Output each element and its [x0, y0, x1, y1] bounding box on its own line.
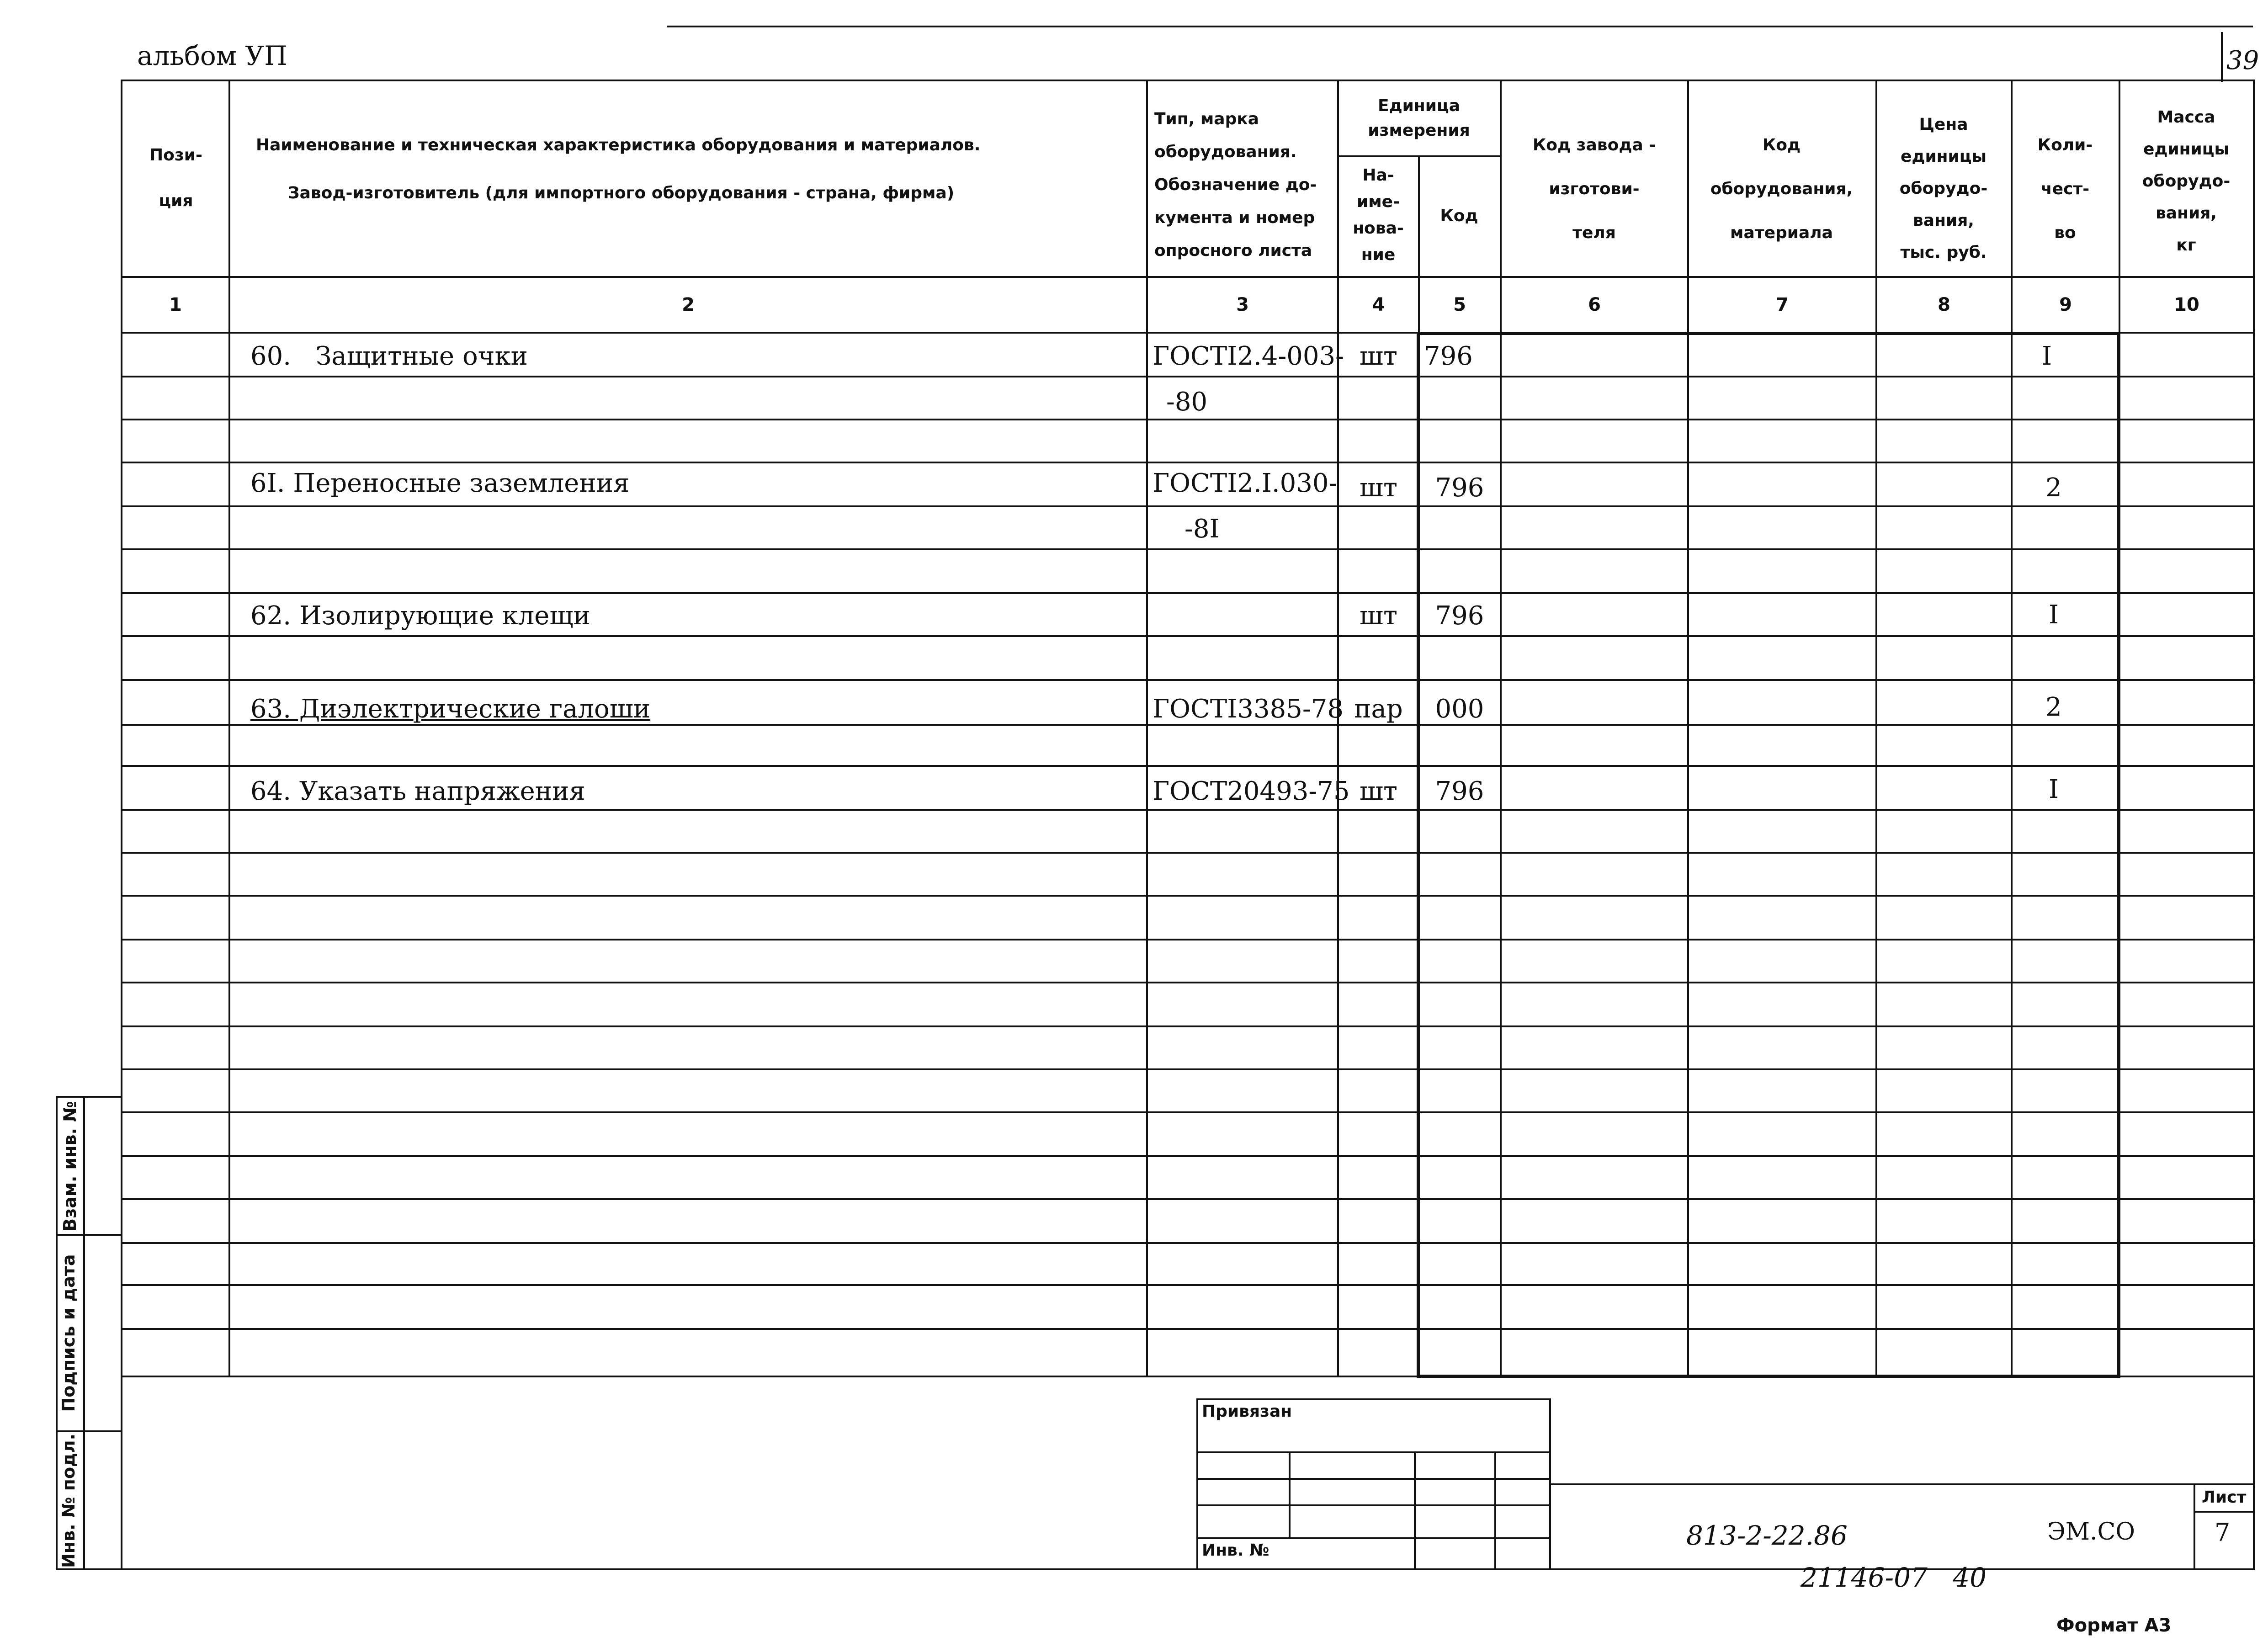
- row-63-type: ГОСТI3385-78: [1153, 694, 1344, 724]
- header-unit: Единица измерения: [1368, 96, 1470, 140]
- side-label-inv-podl: Инв. № подл.: [58, 1433, 79, 1568]
- row-64-qty: I: [2048, 775, 2059, 804]
- row-60-type: ГОСТI2.4-003-: [1153, 341, 1344, 371]
- stamp-inv-no: Инв. №: [1202, 1541, 1269, 1560]
- header-type: Тип, марка оборудования. Обозначение до- кумента и номер опросного листа: [1154, 110, 1317, 260]
- stamp-privyazan: Привязан: [1202, 1402, 1292, 1421]
- table-row-line: [121, 895, 2255, 897]
- stamp-sheet-label: Лист: [2202, 1488, 2247, 1507]
- table-row-line: [121, 679, 2255, 681]
- header-unit-name: На- име- нова- ние: [1353, 166, 1404, 264]
- row-61-type: ГОСТI2.I.030-: [1153, 468, 1338, 498]
- table-row-line: [121, 1284, 2255, 1286]
- col-num-1: 1: [169, 294, 182, 315]
- header-mass: Масса единицы оборудо- вания, кг: [2142, 108, 2231, 255]
- table-row-line: [121, 724, 2255, 726]
- header-name-line2: Завод-изготовитель (для импортного оборудования - страна, фирма): [288, 184, 955, 202]
- row-61-unit: шт: [1359, 473, 1398, 503]
- table-row-line: [121, 765, 2255, 767]
- stamp-doc-mark: ЭМ.СО: [2047, 1518, 2135, 1546]
- row-62-code: 796: [1435, 601, 1484, 631]
- row-63-code: 000: [1435, 694, 1484, 724]
- table-row-line: [121, 462, 2255, 463]
- table-row-line: [121, 635, 2255, 637]
- side-label-vzam: Взам. инв. №: [60, 1101, 80, 1232]
- row-62-qty: I: [2048, 600, 2059, 630]
- row-62-unit: шт: [1359, 601, 1398, 631]
- col-num-10: 10: [2174, 294, 2199, 315]
- col-num-9: 9: [2059, 294, 2072, 315]
- table-row-line: [121, 1111, 2255, 1113]
- table-row-line: [121, 592, 2255, 594]
- row-60-code: 796: [1424, 341, 1473, 371]
- col-num-7: 7: [1776, 294, 1789, 315]
- col-num-8: 8: [1938, 294, 1950, 315]
- table-row-line: [121, 852, 2255, 854]
- row-64-code: 796: [1435, 776, 1484, 806]
- col-num-2: 2: [682, 294, 695, 315]
- row-63-qty: 2: [2045, 692, 2062, 722]
- header-qty: Коли- чест- во: [2037, 136, 2093, 242]
- header-position: Пози- ция: [149, 146, 202, 210]
- row-63-name: 63. Диэлектрические галоши: [250, 694, 651, 724]
- row-61-code: 796: [1435, 473, 1484, 503]
- table-row-line: [121, 1242, 2255, 1244]
- row-62-name: 62. Изолирующие клещи: [250, 601, 590, 631]
- table-row-line: [121, 939, 2255, 940]
- format-label: Формат А3: [2056, 1615, 2172, 1636]
- header-equip-code: Код оборудования, материала: [1710, 136, 1853, 242]
- row-60-name: 60. Защитные очки: [250, 341, 528, 371]
- header-unit-code: Код: [1440, 207, 1478, 225]
- stamp-bottom-code: 21146-07 40: [1801, 1562, 1987, 1593]
- table-row-line: [121, 548, 2255, 550]
- row-64-name: 64. Указать напряжения: [250, 776, 585, 806]
- row-60-unit: шт: [1359, 341, 1398, 371]
- table-row-line: [121, 1025, 2255, 1027]
- page-number: 39: [2226, 46, 2259, 75]
- table-row-line: [121, 1198, 2255, 1200]
- table-row-line: [121, 982, 2255, 983]
- header-factory-code: Код завода - изготови- теля: [1532, 136, 1656, 242]
- table-row-line: [121, 419, 2255, 420]
- row-61-name: 6I. Переносные заземления: [250, 468, 630, 498]
- row-61-qty: 2: [2045, 473, 2062, 503]
- row-60-qty: I: [2041, 341, 2052, 371]
- col-num-6: 6: [1588, 294, 1601, 315]
- col-num-3: 3: [1236, 294, 1249, 315]
- stamp-doc-code: 813-2-22.86: [1686, 1520, 1848, 1551]
- table-row-line: [121, 1155, 2255, 1157]
- row-60-type2: -80: [1166, 387, 1208, 417]
- side-label-podpis: Подпись и дата: [58, 1254, 79, 1412]
- row-61-type2: -8I: [1184, 514, 1220, 544]
- col-num-4: 4: [1372, 294, 1385, 315]
- row-64-unit: шт: [1359, 776, 1398, 806]
- col-num-5: 5: [1453, 294, 1466, 315]
- header-price: Цена единицы оборудо- вания, тыс. руб.: [1899, 115, 1988, 262]
- row-64-type: ГОСТ20493-75: [1153, 776, 1350, 806]
- table-row-line: [121, 809, 2255, 811]
- table-row-line: [121, 376, 2255, 377]
- table-row-line: [121, 1068, 2255, 1070]
- table-row-line: [121, 1328, 2255, 1330]
- header-name-line1: Наименование и техническая характеристика оборудования и материалов.: [256, 136, 981, 154]
- stamp-sheet-number: 7: [2215, 1518, 2231, 1547]
- table-row-line: [121, 505, 2255, 507]
- album-title: альбом УП: [137, 40, 287, 71]
- row-63-unit: пар: [1354, 694, 1403, 724]
